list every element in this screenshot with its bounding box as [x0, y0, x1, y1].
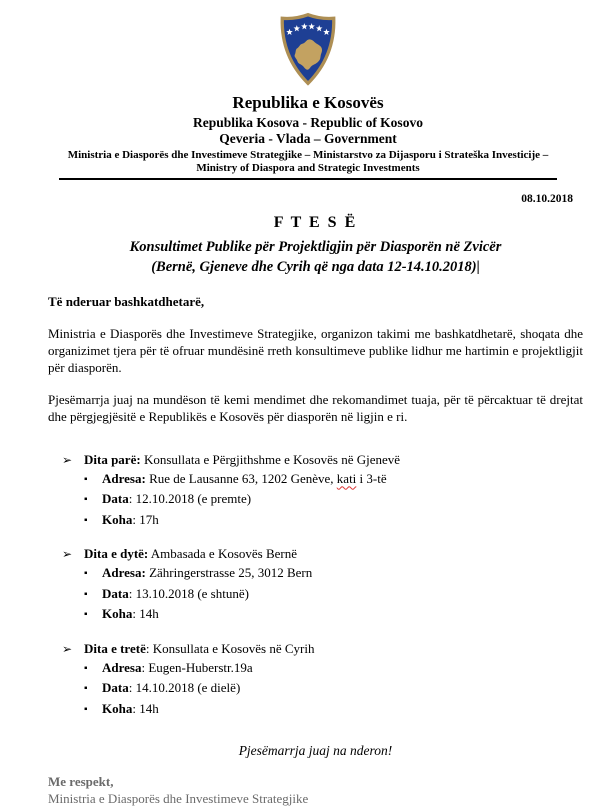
event-day-text: : Konsullata e Kosovës në Cyrih	[145, 640, 315, 656]
document-date: 08.10.2018	[521, 193, 573, 206]
detail-text: : Eugen-Huberstr.19a	[141, 659, 253, 675]
square-bullet-icon: ▪	[84, 609, 88, 621]
detail-text: : 12.10.2018 (e premte)	[128, 491, 252, 507]
square-bullet-icon: ▪	[84, 588, 88, 600]
event-detail-address	[48, 564, 583, 584]
event-day-text: Ambasada e Kosovës Bernë	[148, 546, 298, 562]
square-bullet-icon: ▪	[84, 494, 88, 506]
square-bullet-icon: ▪	[84, 514, 88, 526]
square-bullet-icon: ▪	[84, 683, 88, 695]
letterhead-ministry-line-english: Ministry of Diaspora and Strategic Investments	[196, 161, 420, 174]
letterhead-divider	[59, 178, 557, 180]
detail-label: Data	[102, 680, 129, 696]
event-day-label: Dita e dytë:	[84, 546, 149, 562]
detail-text: : 17h	[132, 511, 159, 527]
event-day-label: Dita e tretë	[84, 640, 146, 656]
detail-label: Adresa:	[102, 470, 146, 486]
event-heading	[48, 451, 583, 469]
letterhead-state-name: Republika e Kosovës	[232, 93, 384, 112]
letterhead	[0, 0, 616, 91]
event-item-zurich	[48, 640, 583, 720]
event-detail-date	[48, 679, 583, 699]
signature-block	[48, 773, 583, 807]
arrow-bullet-icon: ➢	[62, 452, 73, 467]
spellcheck-flagged-word: kati	[336, 470, 357, 486]
subtitle-line-2: (Bernë, Gjeneve dhe Cyrih që nga data 12-14.10.2018)|	[151, 259, 480, 276]
detail-text-after: i 3-të	[356, 470, 387, 486]
event-heading	[48, 640, 583, 658]
detail-label: Adresa	[102, 659, 142, 675]
subtitle-line-1: Konsultimet Publike për Projektligjin për Diasporën në Zvicër	[129, 239, 502, 256]
detail-label: Data	[102, 585, 129, 601]
detail-text: : 13.10.2018 (e shtunë)	[128, 585, 249, 601]
signature-ministry-name: Ministria e Diasporës dhe Investimeve Strategjike	[48, 791, 309, 807]
paragraph-1: Ministria e Diasporës dhe Investimeve Strategjike, organizon takimi me bashkatdhetarë, shoqata dhe organizimet tjera për të ofruar mundësinë rreth konsultimeve publike lidhur me hartimin e projektligjit për diasporën.	[48, 325, 583, 375]
salutation: Të nderuar bashkatdhetarë,	[48, 293, 205, 309]
square-bullet-icon: ▪	[84, 473, 88, 485]
square-bullet-icon: ▪	[84, 662, 88, 674]
letterhead-government-line: Qeveria - Vlada – Government	[219, 131, 397, 147]
closing-line: Pjesëmarrja juaj na nderon!	[238, 743, 393, 759]
event-detail-date	[48, 585, 583, 605]
arrow-bullet-icon: ➢	[62, 641, 73, 656]
arrow-bullet-icon: ➢	[62, 547, 73, 562]
detail-text: : 14h	[132, 700, 159, 716]
paragraph-2: Pjesëmarrja juaj na mundëson të kemi mendimet dhe rekomandimet tuaja, për të përcaktuar të drejtat dhe përgjegjësitë e Republikës e Kosovës për diasporën në ligjin e ri.	[48, 391, 583, 424]
event-detail-address	[48, 470, 583, 490]
detail-text: Zähringerstrasse 25, 3012 Bern	[145, 565, 313, 581]
detail-text: Rue de Lausanne 63, 1202 Genève,	[145, 470, 337, 486]
event-detail-date	[48, 490, 583, 510]
document-subtitle	[48, 237, 583, 278]
square-bullet-icon: ▪	[84, 703, 88, 715]
event-detail-address	[48, 659, 583, 679]
letterhead-state-name-translations: Republika Kosova - Republic of Kosovo	[193, 114, 423, 130]
event-detail-time	[48, 700, 583, 720]
event-detail-time	[48, 511, 583, 531]
detail-label: Koha	[102, 511, 133, 527]
event-day-text: Konsullata e Përgjithshme e Kosovës në Gjenevë	[140, 451, 401, 467]
document-body	[0, 193, 616, 807]
detail-text: : 14.10.2018 (e dielë)	[128, 680, 241, 696]
event-list	[48, 451, 583, 720]
document-title: F T E S Ë	[273, 214, 358, 232]
event-detail-time	[48, 605, 583, 625]
detail-label: Koha	[102, 606, 133, 622]
detail-label: Adresa:	[102, 565, 146, 581]
detail-label: Koha	[102, 700, 133, 716]
event-heading	[48, 545, 583, 563]
event-item-bern	[48, 545, 583, 625]
event-day-label: Dita parë:	[84, 451, 141, 467]
kosovo-coat-of-arms-icon	[275, 12, 341, 86]
event-item-geneva	[48, 451, 583, 531]
signature-salutation: Me respekt,	[48, 774, 114, 790]
detail-label: Data	[102, 491, 129, 507]
detail-text: : 14h	[132, 606, 159, 622]
letterhead-ministry-line-albanian-serbian: Ministria e Diasporës dhe Investimeve Strategjike – Ministarstvo za Dijasporu i Strateška Investicije –	[67, 148, 549, 161]
square-bullet-icon: ▪	[84, 568, 88, 580]
